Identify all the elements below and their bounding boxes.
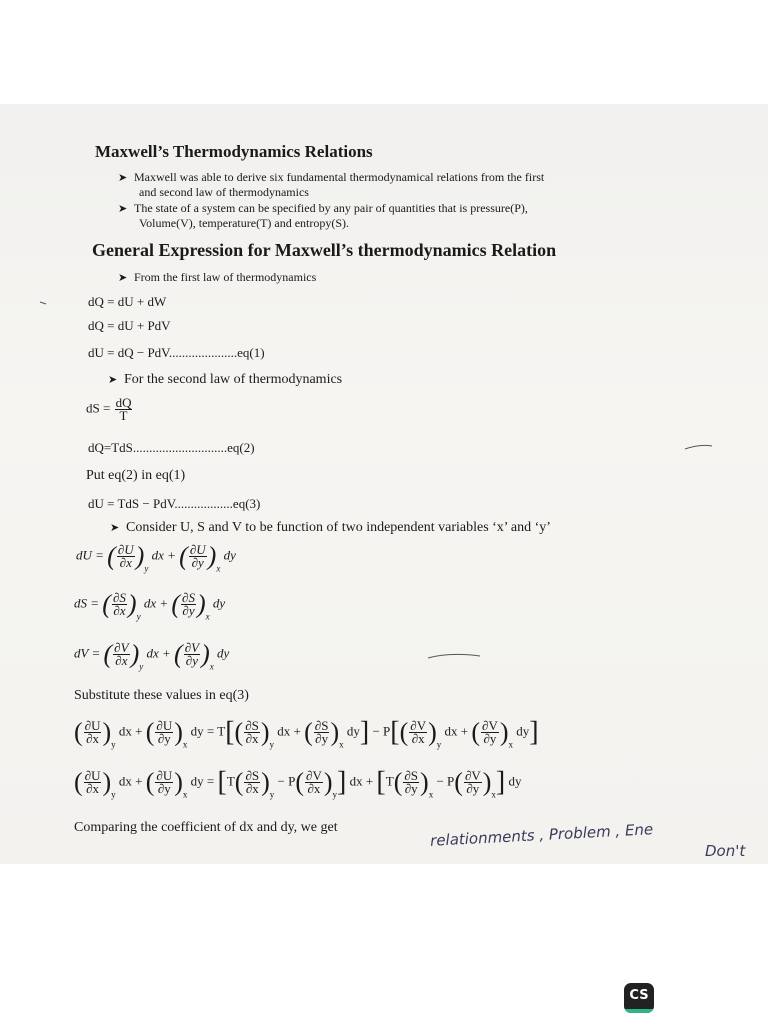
ds-differential: dS = ( $\frac{\partial S}{\partial x}$ )$_y$ dx + ( $\frac{\partial S}{\partial y}$ )$_x$ dy (74, 589, 226, 622)
arrow-bullet-icon: ➤ (110, 521, 120, 534)
equation-line: dQ = dU + PdV (88, 318, 171, 333)
page-title: Maxwell’s Thermodynamics Relations (95, 142, 373, 161)
regrouped-equation: ( $\frac{\partial U}{\partial x}$ )$_y$ dx + ( $\frac{\partial U}{\partial y}$ )$_x$ dy = [T( $\frac{\partial S}{\partial x}$ )$_y - P$( $\frac{\partial V}{\partial x}$ )$_y$] dx + [T( $\frac{\partial S}{\partial y}$ )$_x - P$( $\frac{\partial V}{\partial y}$ )$_x$] dy (74, 766, 522, 800)
arrow-bullet-icon: ➤ (118, 202, 128, 215)
dv-differential: dV = ( $\frac{\partial V}{\partial x}$ )$_y$ dx + ( $\frac{\partial V}{\partial y}$ )$_x$ dy (74, 639, 230, 672)
substitute-text: Substitute these values in eq(3) (74, 688, 249, 703)
intro-bullet-1-cont: and second law of thermodynamics (139, 185, 309, 199)
ds-equation: dS = $\frac{dQ}{T}$ (86, 395, 132, 423)
arrow-bullet-icon: ➤ (118, 271, 128, 284)
camscanner-logo: CS (624, 983, 654, 1013)
equation-line: dQ = dU + dW (88, 294, 167, 309)
document-page (0, 104, 768, 864)
handwritten-note: Don't (705, 842, 746, 860)
first-law-bullet: ➤ From the first law of thermodynamics (118, 270, 317, 284)
equation-line: dU = TdS − PdV..................eq(3) (88, 496, 261, 511)
section-heading: General Expression for Maxwell’s thermodynamics Relation (92, 240, 557, 260)
du-differential: dU = ( $\frac{\partial U}{\partial x}$ )$_y$ dx + ( $\frac{\partial U}{\partial y}$ )$_x$ dy (76, 541, 236, 574)
intro-bullet-2-cont: Volume(V), temperature(T) and entropy(S). (139, 216, 350, 230)
put-text: Put eq(2) in eq(1) (86, 468, 186, 483)
arrow-bullet-icon: ➤ (108, 373, 118, 386)
arrow-bullet-icon: ➤ (118, 171, 128, 184)
substituted-equation: ( $\frac{\partial U}{\partial x}$ )$_y$ dx + ( $\frac{\partial U}{\partial y}$ )$_x$ dy = T[( $\frac{\partial S}{\partial x}$ )$_y$ dx + ( $\frac{\partial S}{\partial y}$ )$_x$ dy] − P[( $\frac{\partial V}{\partial x}$ )$_y$ dx + ( $\frac{\partial V}{\partial y}$ )$_x$ dy] (74, 716, 539, 750)
intro-bullet-2: ➤ The state of a system can be specified by any pair of quantities that is pressure(P), (118, 201, 528, 215)
intro-bullet-1: ➤ Maxwell was able to derive six fundamental thermodynamical relations from the first (118, 170, 545, 184)
second-law-bullet: ➤ For the second law of thermodynamics (108, 372, 343, 387)
equation-line: dQ=TdS.............................eq(2) (88, 440, 255, 455)
equation-line: dU = dQ − PdV.....................eq(1) (88, 345, 265, 360)
pen-marks (0, 104, 768, 864)
handwritten-note: relationments , Problem , Ene (429, 820, 654, 850)
comparing-text: Comparing the coefficient of dx and dy, we get (74, 820, 338, 835)
consider-bullet: ➤ Consider U, S and V to be function of two independent variables ‘x’ and ‘y’ (110, 520, 551, 535)
